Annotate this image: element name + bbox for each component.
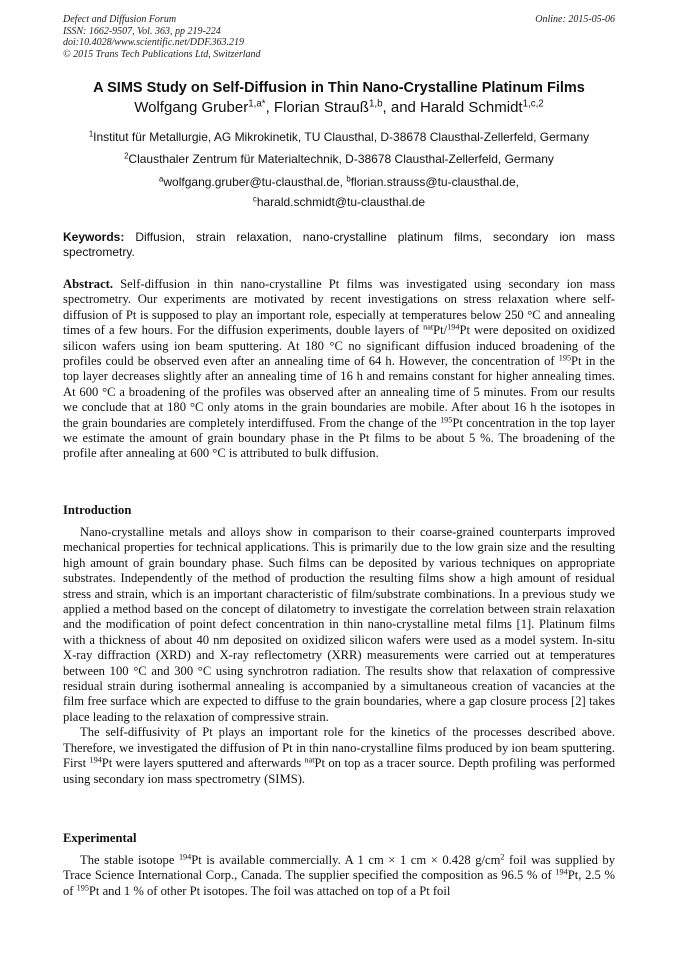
author-name: Wolfgang Gruber (134, 99, 249, 116)
introduction-paragraph-2 (63, 725, 615, 787)
email-line-1 (40, 175, 638, 189)
keywords-label: Keywords: (63, 230, 125, 244)
issn-line: ISSN: 1662-9507, Vol. 363, pp 219-224 (63, 25, 221, 37)
paragraph-text: Pt, 2.5 % of (63, 868, 615, 898)
isotope-superscript: nat (304, 755, 315, 765)
abstract-block (63, 277, 615, 462)
author-superscript: 1,a* (248, 98, 266, 110)
author-name: Harald Schmidt (420, 99, 523, 116)
unit-superscript: 2 (500, 852, 505, 862)
copyright-line: © 2015 Trans Tech Publications Ltd, Switzerland (63, 48, 261, 60)
abstract-text: Pt were deposited on oxidized silicon wafers using ion beam sputtering. At 180 °C no significant diffusion induced broadening of the profiles could be observed even after an annealing time of 64 h. However, the concentration of (63, 323, 615, 369)
email-superscript: c (252, 194, 257, 204)
paper-title: A SIMS Study on Self-Diffusion in Thin Nano-Crystalline Platinum Films (93, 80, 585, 96)
journal-name: Defect and Diffusion Forum (63, 14, 177, 25)
experimental-body (63, 853, 615, 899)
affiliation-text: Clausthaler Zentrum für Materialtechnik, D-38678 Clausthal-Zellerfeld, Germany (128, 152, 554, 166)
email-link[interactable]: harald.schmidt@tu-clausthal.de (256, 195, 426, 209)
keywords-text: Diffusion, strain relaxation, nano-crystalline platinum films, secondary ion mass spectrometry. (63, 230, 615, 259)
author-superscript: 1,c,2 (522, 98, 544, 110)
keywords-block (63, 230, 615, 260)
journal-header (63, 14, 615, 60)
introduction-paragraph-1: Nano-crystalline metals and alloys show in comparison to their coarse-grained counterparts improved mechanical properties for technical applications. This is primarily due to the low grain size and the resulting high amount of grain boundary phase. Such films can be deposited by various techniques on appropriate substrates. Independently of the method of production the resulting films show a high amount of residual stress and strain, which is an important characteristic of film/substrate combinations. In a previous study we applied a method based on the concept of dilatometry to investigate the correlation between strain relaxation and the modification of point defect concentration in thin nano-crystalline metal films [1]. Platinum films with a thickness of about 40 nm deposited on oxidized silicon wafers were used as a model system. In-situ X-ray diffraction (XRD) and X-ray reflectometry (XRR) measurements were carried out at temperatures between 100 °C and 300 °C using synchrotron radiation. The results show that relaxation of compressive residual strain during isothermal annealing is accompanied by a simultaneous creation of vacancies at the film free surface which are expected to diffuse to the grain boundaries, where a gap closure process [2] takes place leading to the relaxation of compressive strain. (63, 525, 615, 724)
affiliation-number: 1 (88, 129, 94, 139)
email-superscript: a (159, 174, 164, 184)
isotope-superscript: 195 (558, 353, 572, 363)
isotope-superscript: nat (423, 322, 434, 332)
paragraph-text: The stable isotope (80, 853, 179, 867)
author-list (40, 99, 638, 116)
email-link[interactable]: florian.strauss@tu-clausthal.de, (350, 175, 519, 189)
author-separator: , and (382, 99, 421, 116)
paragraph-text: foil was supplied by Trace Science International Corp., Canada. The supplier specified the composition as 96.5 % of (63, 853, 615, 883)
abstract-text: Self-diffusion in thin nano-crystalline Pt films was investigated using secondary ion mass spectrometry. Our experiments are motivated by recent investigations on stress relaxation where self-diffusion of Pt is supposed to play an important role, especially at temperatures below 250 °C and annealing times of a few hours. For the diffusion experiments, double layers of (63, 277, 615, 338)
author-name: Florian Strauß (273, 99, 369, 116)
paragraph-text: Pt on top as a tracer source. Depth profiling was performed using secondary ion mass spectrometry (SIMS). (63, 756, 615, 786)
experimental-heading: Experimental (63, 831, 137, 845)
author-superscript: 1,b (368, 98, 383, 110)
isotope-superscript: 194 (447, 322, 460, 332)
abstract-text: Pt/ (433, 323, 448, 338)
isotope-superscript: 194 (555, 867, 568, 877)
affiliation-text: Institut für Metallurgie, AG Mikrokinetik, TU Clausthal, D-38678 Clausthal-Zellerfeld, Germany (93, 130, 590, 144)
doi-line: doi:10.4028/www.scientific.net/DDF.363.219 (63, 37, 245, 48)
paragraph-text: Pt were layers sputtered and afterwards (101, 756, 305, 771)
isotope-superscript: 195 (76, 883, 89, 893)
abstract-text: Pt concentration in the top layer we estimate the amount of grain boundary phase in the Pt films to be about 5 %. The broadening of the profile after annealing at 600 °C is attributed to bulk diffusion. (63, 415, 615, 461)
email-superscript: b (346, 174, 351, 184)
isotope-superscript: 194 (89, 755, 102, 765)
online-date: Online: 2015-05-06 (535, 14, 615, 25)
isotope-superscript: 195 (440, 415, 453, 425)
email-line-2 (40, 195, 638, 209)
paragraph-text: Pt and 1 % of other Pt isotopes. The foil was attached on top of a Pt foil (88, 883, 451, 898)
abstract-label: Abstract. (63, 277, 114, 291)
paragraph-text: The self-diffusivity of Pt plays an important role for the kinetics of the processes described above. Therefore, we investigated the diffusion of Pt in thin nano-crystalline films produced by ion beam sputtering. First (63, 725, 615, 771)
author-separator: , (265, 99, 274, 116)
affiliation-1 (40, 130, 638, 144)
affiliation-2 (40, 152, 638, 166)
paragraph-text: Pt is available commercially. A 1 cm × 1 cm × 0.428 g/cm (191, 853, 501, 867)
abstract-text: Pt in the top layer decreases slightly after an annealing time of 16 h and remains constant for higher annealing times. At 600 °C a broadening of the profiles was observed after an annealing time of 5 minutes. From our results we conclude that at 180 °C only atoms in the grain boundaries are mobile. After about 16 h the isotopes in the grain boundaries are completely interdiffused. From the change of the (63, 354, 616, 430)
introduction-body (63, 525, 615, 787)
affiliation-number: 2 (124, 151, 129, 161)
email-link[interactable]: wolfgang.gruber@tu-clausthal.de, (163, 175, 347, 189)
isotope-superscript: 194 (178, 852, 192, 862)
introduction-heading: Introduction (63, 503, 132, 517)
experimental-paragraph-1 (63, 853, 615, 899)
